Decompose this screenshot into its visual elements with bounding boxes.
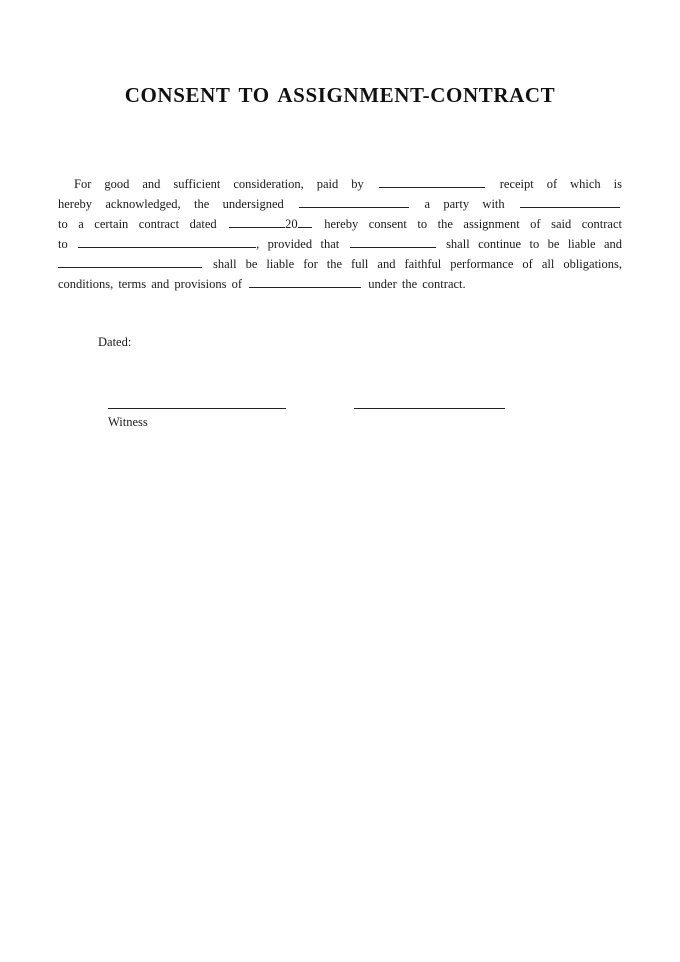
paragraph-text: hereby acknowledged, the undersigned (58, 197, 284, 211)
paragraph-text: For good and sufficient consideration, paid by (74, 177, 364, 191)
paragraph-line-2 (58, 193, 622, 214)
assignor-blank[interactable] (350, 233, 436, 248)
paragraph-line-5 (58, 253, 622, 274)
witness-label: Witness (108, 415, 148, 429)
assignee-blank[interactable] (78, 233, 256, 248)
paragraph-text: conditions, terms and provisions of (58, 277, 243, 291)
paragraph-line-1 (58, 173, 622, 194)
year-prefix: 20 (285, 217, 298, 231)
paragraph-line-6 (58, 273, 622, 294)
year-blank[interactable] (298, 213, 312, 228)
paragraph-line-4 (58, 233, 622, 254)
undersigned-blank[interactable] (299, 193, 409, 208)
paragraph-text: shall be liable for the full and faithful performance of all obligations, (213, 257, 622, 271)
paragraph-text: a party with (424, 197, 505, 211)
party-blank[interactable] (520, 193, 620, 208)
paragraph-text: under the contract. (368, 277, 466, 291)
provisions-blank[interactable] (249, 273, 361, 288)
paragraph-text: receipt of which is (499, 177, 622, 191)
signatory-signature-line[interactable] (354, 408, 505, 409)
paragraph-text: to (58, 237, 68, 251)
paragraph-line-3 (58, 213, 622, 234)
payer-blank[interactable] (379, 173, 485, 188)
document-title: CONSENT TO ASSIGNMENT-CONTRACT (124, 83, 556, 107)
witness-signature-line[interactable] (108, 408, 286, 409)
contract-date-blank[interactable] (229, 213, 285, 228)
paragraph-text: to a certain contract dated (58, 217, 217, 231)
contract-date-field (227, 217, 314, 231)
dated-label: Dated: (98, 335, 132, 349)
assignee-field (76, 237, 339, 251)
liable-party-blank[interactable] (58, 253, 202, 268)
paragraph-text: shall continue to be liable and (446, 237, 623, 251)
paragraph-text: , provided that (256, 237, 340, 251)
paragraph-text: hereby consent to the assignment of said contract (324, 217, 623, 231)
